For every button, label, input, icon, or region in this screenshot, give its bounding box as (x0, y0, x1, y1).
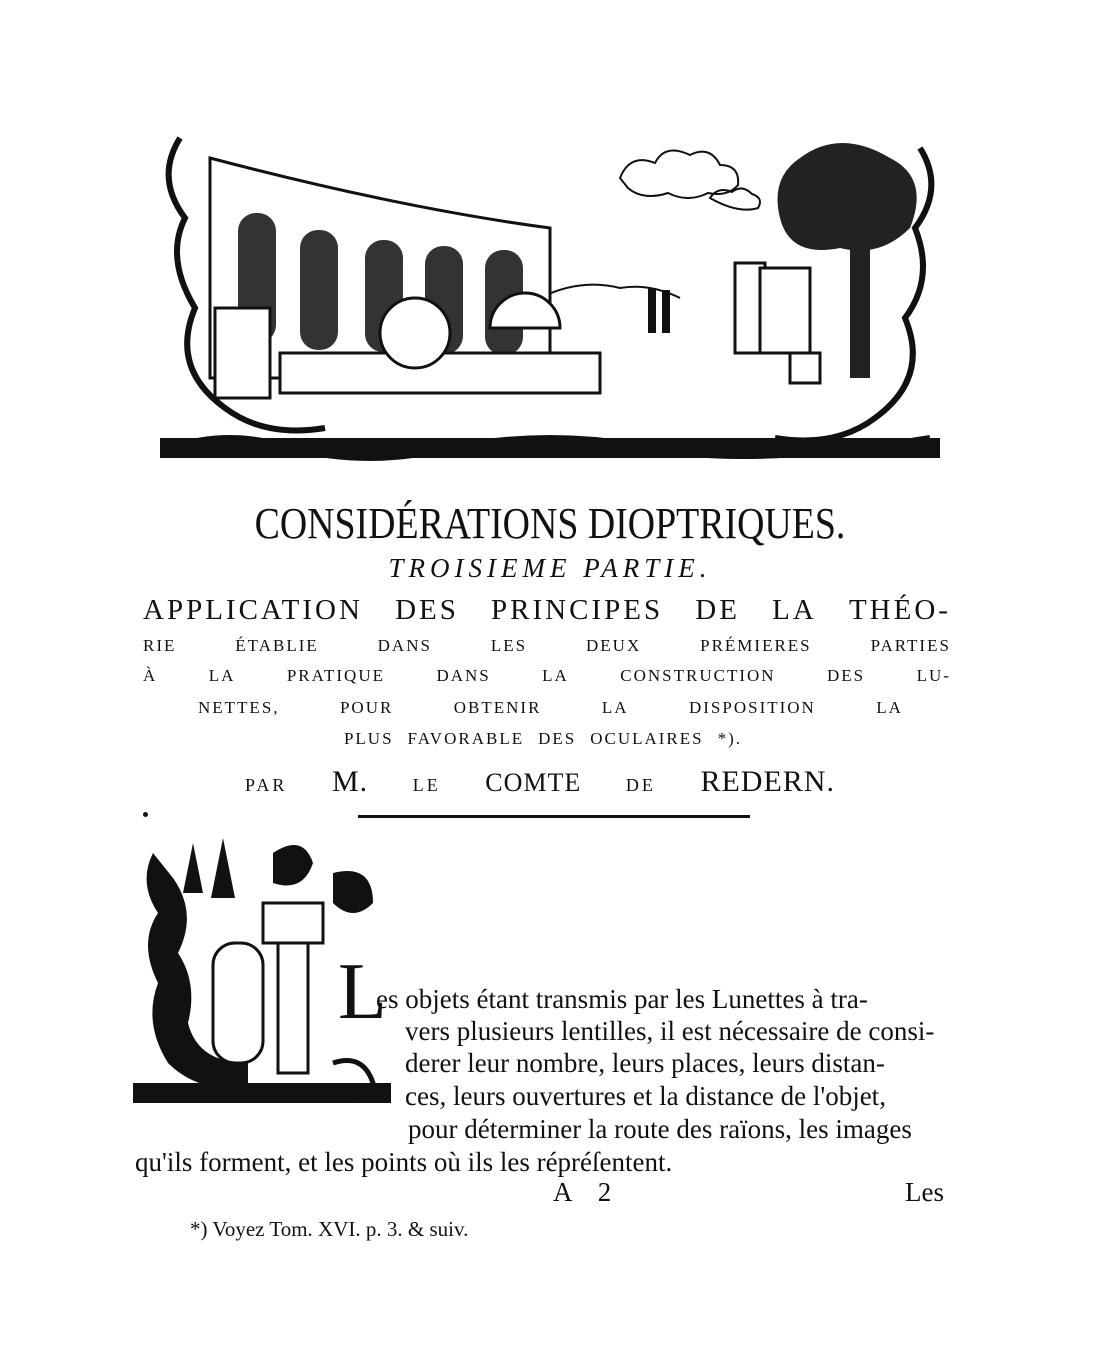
word: DANS (377, 636, 432, 655)
word: LA (772, 594, 817, 626)
word: APPLICATION (143, 594, 363, 626)
body-line: qu'ils forment, et les points où ils les répréſentent. (135, 1147, 673, 1177)
body-line: vers plusieurs lentilles, il est nécessaire de consi- (405, 1016, 935, 1046)
word: *). (717, 729, 743, 748)
word: LA (208, 666, 236, 685)
catchword: Les (905, 1177, 944, 1207)
title-rule (358, 815, 750, 818)
part-subtitle: TROISIEME PARTIE. (388, 553, 712, 583)
word: ÉTABLIE (235, 636, 319, 655)
signature-mark: A 2 (553, 1177, 622, 1207)
body-line: es objets étant transmis par les Lunettes à tra- (376, 984, 868, 1014)
application-line-1 (143, 594, 951, 627)
byline-par: PAR (245, 775, 288, 795)
word: DISPOSITION (688, 698, 816, 717)
word: PRATIQUE (286, 666, 385, 685)
word: PLUS (343, 729, 394, 748)
word: THÉO- (848, 594, 951, 626)
word: LA (876, 698, 903, 717)
stray-dot (143, 812, 148, 817)
application-line-2 (143, 636, 951, 656)
word: OCULAIRES (590, 729, 704, 748)
drop-cap: L (338, 948, 387, 1036)
application-line-3 (143, 666, 951, 686)
application-line-5 (288, 729, 798, 749)
word: NETTES, (198, 698, 280, 717)
word: PRÉMIERES (700, 636, 812, 655)
word: LA (601, 698, 629, 717)
application-line-4 (198, 698, 903, 718)
byline-comte: COMTE (485, 768, 582, 797)
word: DE (695, 594, 740, 626)
word: CONSTRUCTION (620, 666, 776, 685)
main-title: CONSIDÉRATIONS DIOPTRIQUES. (254, 499, 846, 548)
word: LES (490, 636, 528, 655)
word: À (143, 666, 158, 685)
word: DEUX (586, 636, 642, 655)
body-line: ces, leurs ouvertures et la distance de l'objet, (405, 1081, 886, 1111)
footnote: *) Voyez Tom. XVI. p. 3. & suiv. (190, 1217, 469, 1241)
word: PRINCIPES (491, 594, 664, 626)
word: PARTIES (870, 636, 951, 655)
header-vignette-engraving (150, 118, 950, 470)
byline-le: LE (412, 775, 441, 795)
byline-de: DE (625, 775, 656, 795)
word: LA (542, 666, 569, 685)
body-line: derer leur nombre, leurs places, leurs distan- (405, 1048, 885, 1078)
author-byline (245, 765, 835, 799)
byline-m: M. (331, 765, 369, 798)
word: LU- (916, 666, 951, 685)
body-line: pour déterminer la route des raïons, les images (408, 1114, 912, 1144)
word: DES (538, 729, 577, 748)
word: POUR (339, 698, 394, 717)
word: DES (395, 594, 459, 626)
word: FAVORABLE (407, 729, 525, 748)
word: DES (827, 666, 866, 685)
word: RIE (143, 636, 177, 655)
word: OBTENIR (453, 698, 542, 717)
byline-name: REDERN. (700, 765, 835, 798)
word: DANS (436, 666, 491, 685)
